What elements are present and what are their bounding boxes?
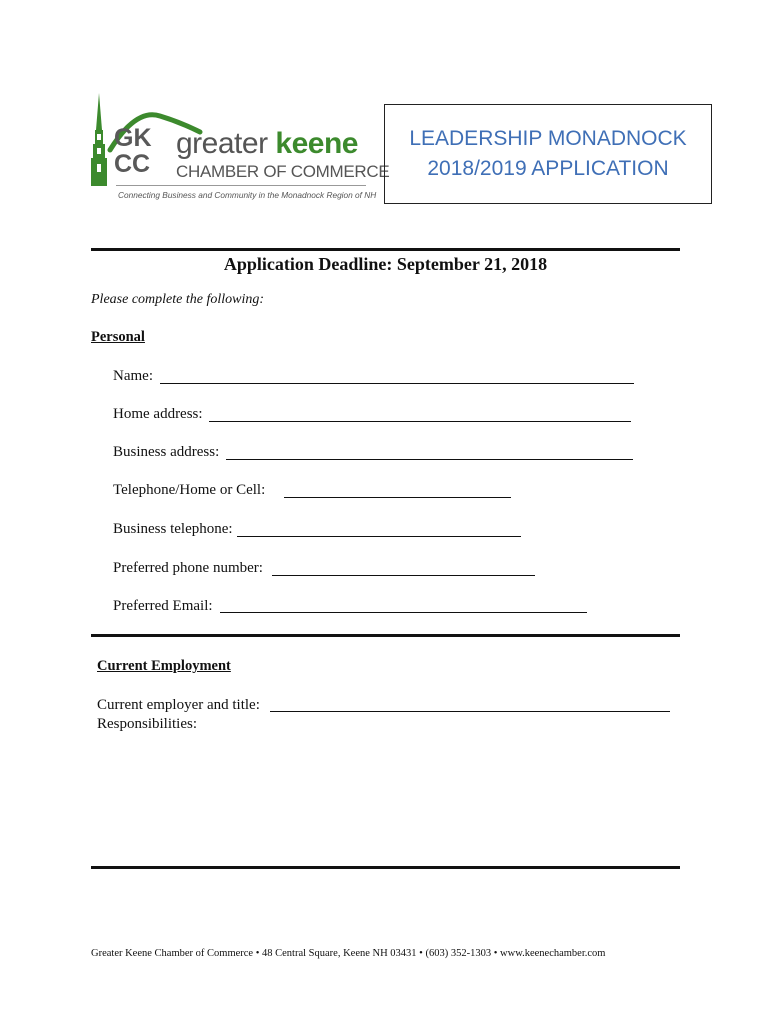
business-telephone-field[interactable] (237, 536, 521, 537)
title-line-2: 2018/2019 APPLICATION (427, 157, 669, 180)
employer-field[interactable] (270, 711, 670, 712)
preferred-email-field[interactable] (220, 612, 587, 613)
application-deadline: Application Deadline: September 21, 2018 (223, 254, 548, 274)
telephone-field[interactable] (284, 497, 511, 498)
preferred-phone-field[interactable] (272, 575, 535, 576)
home-address-field[interactable] (209, 421, 631, 422)
chamber-logo (88, 90, 390, 210)
preferred-email-label: Preferred Email: (113, 598, 213, 614)
telephone-label: Telephone/Home or Cell: (113, 482, 266, 498)
title-box (384, 104, 712, 204)
name-label: Name: (113, 368, 153, 384)
logo-gk: GK (114, 124, 152, 152)
logo-chamber-text: CHAMBER OF COMMERCE (176, 162, 390, 181)
home-address-label: Home address: (113, 406, 203, 422)
section-heading-employment: Current Employment (97, 658, 231, 674)
footer-contact: Greater Keene Chamber of Commerce • 48 Central Square, Keene NH 03431 • (603) 352-1303 • www.keenechamber.com (91, 948, 606, 959)
instructions: Please complete the following: (91, 292, 265, 307)
responsibilities-label: Responsibilities: (97, 716, 198, 732)
section-heading-personal: Personal (91, 329, 145, 345)
preferred-phone-label: Preferred phone number: (113, 560, 263, 576)
business-address-field[interactable] (226, 459, 633, 460)
name-field[interactable] (160, 383, 634, 384)
logo-tagline: Connecting Business and Community in the Monadnock Region of NH (118, 190, 377, 200)
divider-top (91, 248, 680, 251)
divider-bottom (91, 866, 680, 869)
divider-middle (91, 634, 680, 637)
business-telephone-label: Business telephone: (113, 521, 233, 537)
employer-label: Current employer and title: (97, 697, 260, 713)
responsibilities-field[interactable] (97, 738, 680, 856)
logo-wordmark: greater keene (176, 127, 358, 160)
business-address-label: Business address: (113, 444, 220, 460)
logo-divider (116, 185, 366, 186)
logo-cc: CC (114, 150, 151, 178)
title-line-1: LEADERSHIP MONADNOCK (409, 127, 687, 150)
